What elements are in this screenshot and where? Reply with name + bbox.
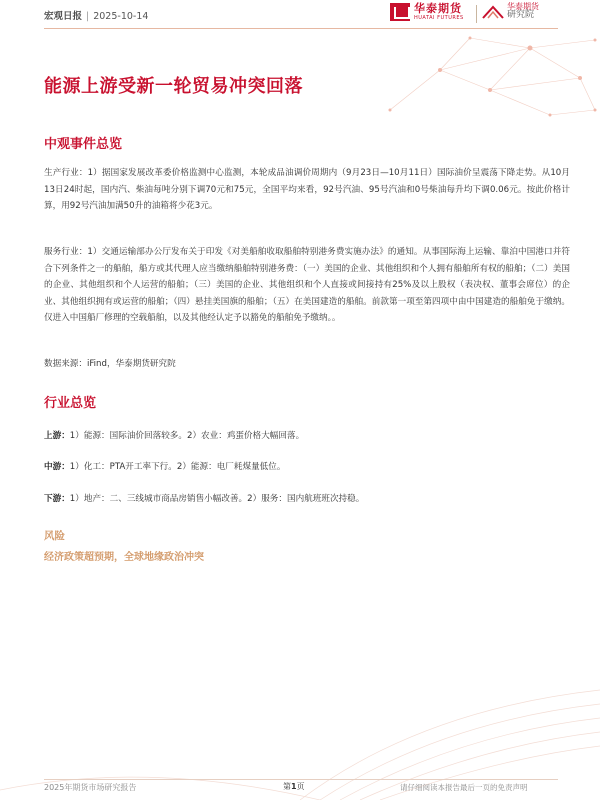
upstream-text: 1）能源：国际油价回落较多。2）农业：鸡蛋价格大幅回落。 <box>69 431 305 441</box>
downstream-label: 下游： <box>44 494 70 504</box>
report-type: 宏观日报 <box>44 11 83 22</box>
midstream-line <box>44 460 285 472</box>
institute-chevron-icon <box>482 4 504 20</box>
report-date: 2025-10-14 <box>93 11 149 22</box>
section-heading-industry-overview: 行业总览 <box>44 396 97 411</box>
network-decoration <box>380 30 600 122</box>
section-heading-meso-events: 中观事件总览 <box>44 137 123 152</box>
header-separator: | <box>86 11 90 22</box>
downstream-line <box>44 492 364 504</box>
institute-line1: 华泰期货 <box>507 2 539 11</box>
huatai-logo <box>390 3 464 21</box>
upstream-label: 上游： <box>44 431 70 441</box>
page-suffix: 页 <box>296 782 305 791</box>
header-rule <box>44 28 558 29</box>
data-source: 数据来源：iFind，华泰期货研究院 <box>44 359 176 369</box>
huatai-logo-icon <box>390 3 410 21</box>
footer-report-name: 2025年期货市场研究报告 <box>44 783 137 792</box>
logo-divider <box>476 5 477 23</box>
service-industry-paragraph: 服务行业：1）交通运输部办公厅发布关于印发《对美船舶收取船舶特别港务费实施办法》的通知。从事国际海上运输、靠泊中国港口并符合下列条件之一的船舶，船方或其代理人应当缴纳船舶特别港务费：（一）美国的企业、其他组织和个人拥有船舶所有权的船舶；（二）美国的企业、其他组织和个人运营的船舶；（三）美国的企业、其他组织和个人直接或间接持有25%及以上股权（表决权、董事会席位）的企业、其他组织拥有或运营的船舶；（四）悬挂美国旗的船舶；（五）在美国建造的船舶。前款第一项至第四项中由中国建造的船舶免于缴纳。仅进入中国船厂修理的空载船舶，以及其他经认定予以豁免的船舶免予缴纳。。 <box>44 247 570 323</box>
institute-line2: 研究院 <box>507 10 535 21</box>
report-header-meta <box>44 8 148 22</box>
footer-rule <box>44 779 558 780</box>
page-num: 1 <box>291 782 297 791</box>
institute-logo <box>482 3 539 21</box>
risk-text: 经济政策超预期，全球地缘政治冲突 <box>44 552 204 563</box>
footer-disclaimer-note: 请仔细阅读本报告最后一页的免责声明 <box>400 783 528 792</box>
production-industry-paragraph: 生产行业：1）据国家发展改革委价格监测中心监测，本轮成品油调价周期内（9月23日—10月11日）国际油价呈震荡下降走势。从10月13日24时起，国内汽、柴油每吨分别下调70元和75元，全国平均来看，92号汽油、95号汽油和0号柴油每升均下调0.06元。按此价格计算，用92号汽油加满50升的油箱将少花3元。 <box>44 168 570 211</box>
logo-cn: 华泰期货 <box>414 2 462 15</box>
downstream-text: 1）地产：二、三线城市商品房销售小幅改善。2）服务：国内航班班次持稳。 <box>69 494 365 504</box>
report-title: 能源上游受新一轮贸易冲突回落 <box>44 76 303 97</box>
page-number <box>283 781 305 792</box>
page-prefix: 第 <box>283 782 291 791</box>
bottom-curve-decoration <box>0 650 600 800</box>
upstream-line <box>44 429 304 441</box>
midstream-text: 1）化工：PTA开工率下行。2）能源：电厂耗煤量低位。 <box>69 462 286 472</box>
logo-en: HUATAI FUTURES <box>414 15 464 21</box>
midstream-label: 中游： <box>44 462 70 472</box>
risk-heading: 风险 <box>44 530 65 542</box>
